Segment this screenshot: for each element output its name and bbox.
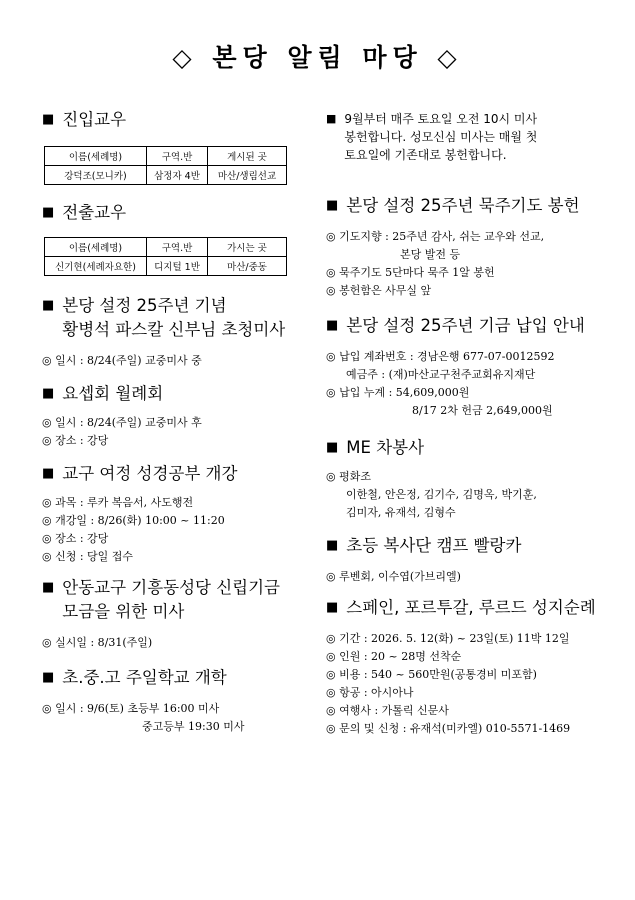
table-header: 게시된 곳 <box>208 147 287 166</box>
section-heading: ■ 안동교구 기흥동성당 신립기금 모금을 위한 미사 <box>42 578 280 621</box>
section-heading: ■ 초.중.고 주일학교 개학 <box>42 668 227 687</box>
info-line: ◎ 일시 : 9/6(토) 초등부 16:00 미사 <box>42 702 220 715</box>
section-heading: ■ 요셉회 월례회 <box>42 384 164 403</box>
table-cell: 강덕조(모니카) <box>45 166 147 185</box>
table-row <box>45 257 287 276</box>
incoming-table <box>44 146 287 185</box>
table-header-row <box>45 238 287 257</box>
info-line: ◎ 기도지향 : 25주년 감사, 쉬는 교우와 선교, <box>326 230 545 243</box>
info-line: 이한철, 안은정, 김기수, 김명옥, 박기훈, <box>346 488 537 501</box>
table-cell: 디지털 1반 <box>147 257 208 276</box>
table-cell: 신기현(세례자요한) <box>45 257 147 276</box>
outgoing-table <box>44 237 287 276</box>
section-heading: ■ 초등 복사단 캠프 빨랑카 <box>326 536 522 555</box>
section-heading: ■ 전출교우 <box>42 203 127 222</box>
info-line: ◎ 장소 : 강당 <box>42 434 109 447</box>
section-heading: ■ 진입교우 <box>42 110 127 129</box>
info-line: ◎ 장소 : 강당 <box>42 532 109 545</box>
section-heading: ■ 교구 여정 성경공부 개강 <box>42 464 238 483</box>
right-column <box>326 110 602 738</box>
section-heading: ■ 스페인, 포르투갈, 루르드 성지순례 <box>326 598 596 617</box>
info-line: ◎ 인원 : 20 ~ 28명 선착순 <box>326 650 462 663</box>
info-line: ◎ 일시 : 8/24(주일) 교중미사 후 <box>42 416 202 429</box>
info-line: ◎ 항공 : 아시아나 <box>326 686 414 699</box>
info-line: ◎ 기간 : 2026. 5. 12(화) ~ 23일(토) 11박 12일 <box>326 632 570 645</box>
table-header: 이름(세례명) <box>45 238 147 257</box>
page-title: ◇ 본당 알림 마당 ◇ <box>172 43 463 72</box>
info-line: ◎ 신청 : 당일 접수 <box>42 550 134 563</box>
table-cell: 삼정자 4반 <box>147 166 208 185</box>
info-line: 본당 발전 등 <box>400 248 461 261</box>
info-line: ◎ 문의 및 신청 : 유재석(미카엘) 010-5571-1469 <box>326 722 571 735</box>
left-column <box>42 108 304 736</box>
info-line: ◎ 묵주기도 5단마다 묵주 1알 봉헌 <box>326 266 495 279</box>
table-header: 구역.반 <box>147 238 208 257</box>
info-line: ◎ 비용 : 540 ~ 560만원(공통경비 미포함) <box>326 668 537 681</box>
info-line: ◎ 과목 : 루카 복음서, 사도행전 <box>42 496 194 509</box>
table-header: 이름(세례명) <box>45 147 147 166</box>
info-line: 예금주 : (재)마산교구천주교회유지재단 <box>346 368 536 381</box>
info-line: 8/17 2차 헌금 2,649,000원 <box>412 404 553 417</box>
table-row <box>45 166 287 185</box>
saturday-notice: ■ 9월부터 매주 토요일 오전 10시 미사 봉헌합니다. 성모신심 미사는 매월 첫 토요일에 기존대로 봉헌합니다. <box>326 112 538 162</box>
info-line: 중고등부 19:30 미사 <box>142 720 245 733</box>
table-cell: 마산/생림선교 <box>208 166 287 185</box>
table-header: 가시는 곳 <box>208 238 287 257</box>
info-line: ◎ 여행사 : 가톨릭 신문사 <box>326 704 449 717</box>
info-line: ◎ 봉헌함은 사무실 앞 <box>326 284 432 297</box>
section-heading: ■ 본당 설정 25주년 묵주기도 봉헌 <box>326 196 580 215</box>
info-line: ◎ 루벤회, 이수엽(가브리엘) <box>326 570 461 583</box>
section-heading: ■ 본당 설정 25주년 기금 납입 안내 <box>326 316 585 335</box>
info-line: ◎ 평화조 <box>326 470 371 483</box>
section-heading: ■ 본당 설정 25주년 기념 황병석 파스칼 신부님 초청미사 <box>42 296 286 339</box>
table-header-row <box>45 147 287 166</box>
info-line: ◎ 일시 : 8/24(주일) 교중미사 중 <box>42 354 202 367</box>
info-line: ◎ 개강일 : 8/26(화) 10:00 ~ 11:20 <box>42 514 225 527</box>
info-line: ◎ 실시일 : 8/31(주일) <box>42 636 153 649</box>
table-header: 구역.반 <box>147 147 208 166</box>
section-heading: ■ ME 차봉사 <box>326 438 425 457</box>
info-line: ◎ 납입 누계 : 54,609,000원 <box>326 386 470 399</box>
table-cell: 마산/중동 <box>208 257 287 276</box>
info-line: 김미자, 유재석, 김형수 <box>346 506 456 519</box>
info-line: ◎ 납입 계좌번호 : 경남은행 677-07-0012592 <box>326 350 555 363</box>
